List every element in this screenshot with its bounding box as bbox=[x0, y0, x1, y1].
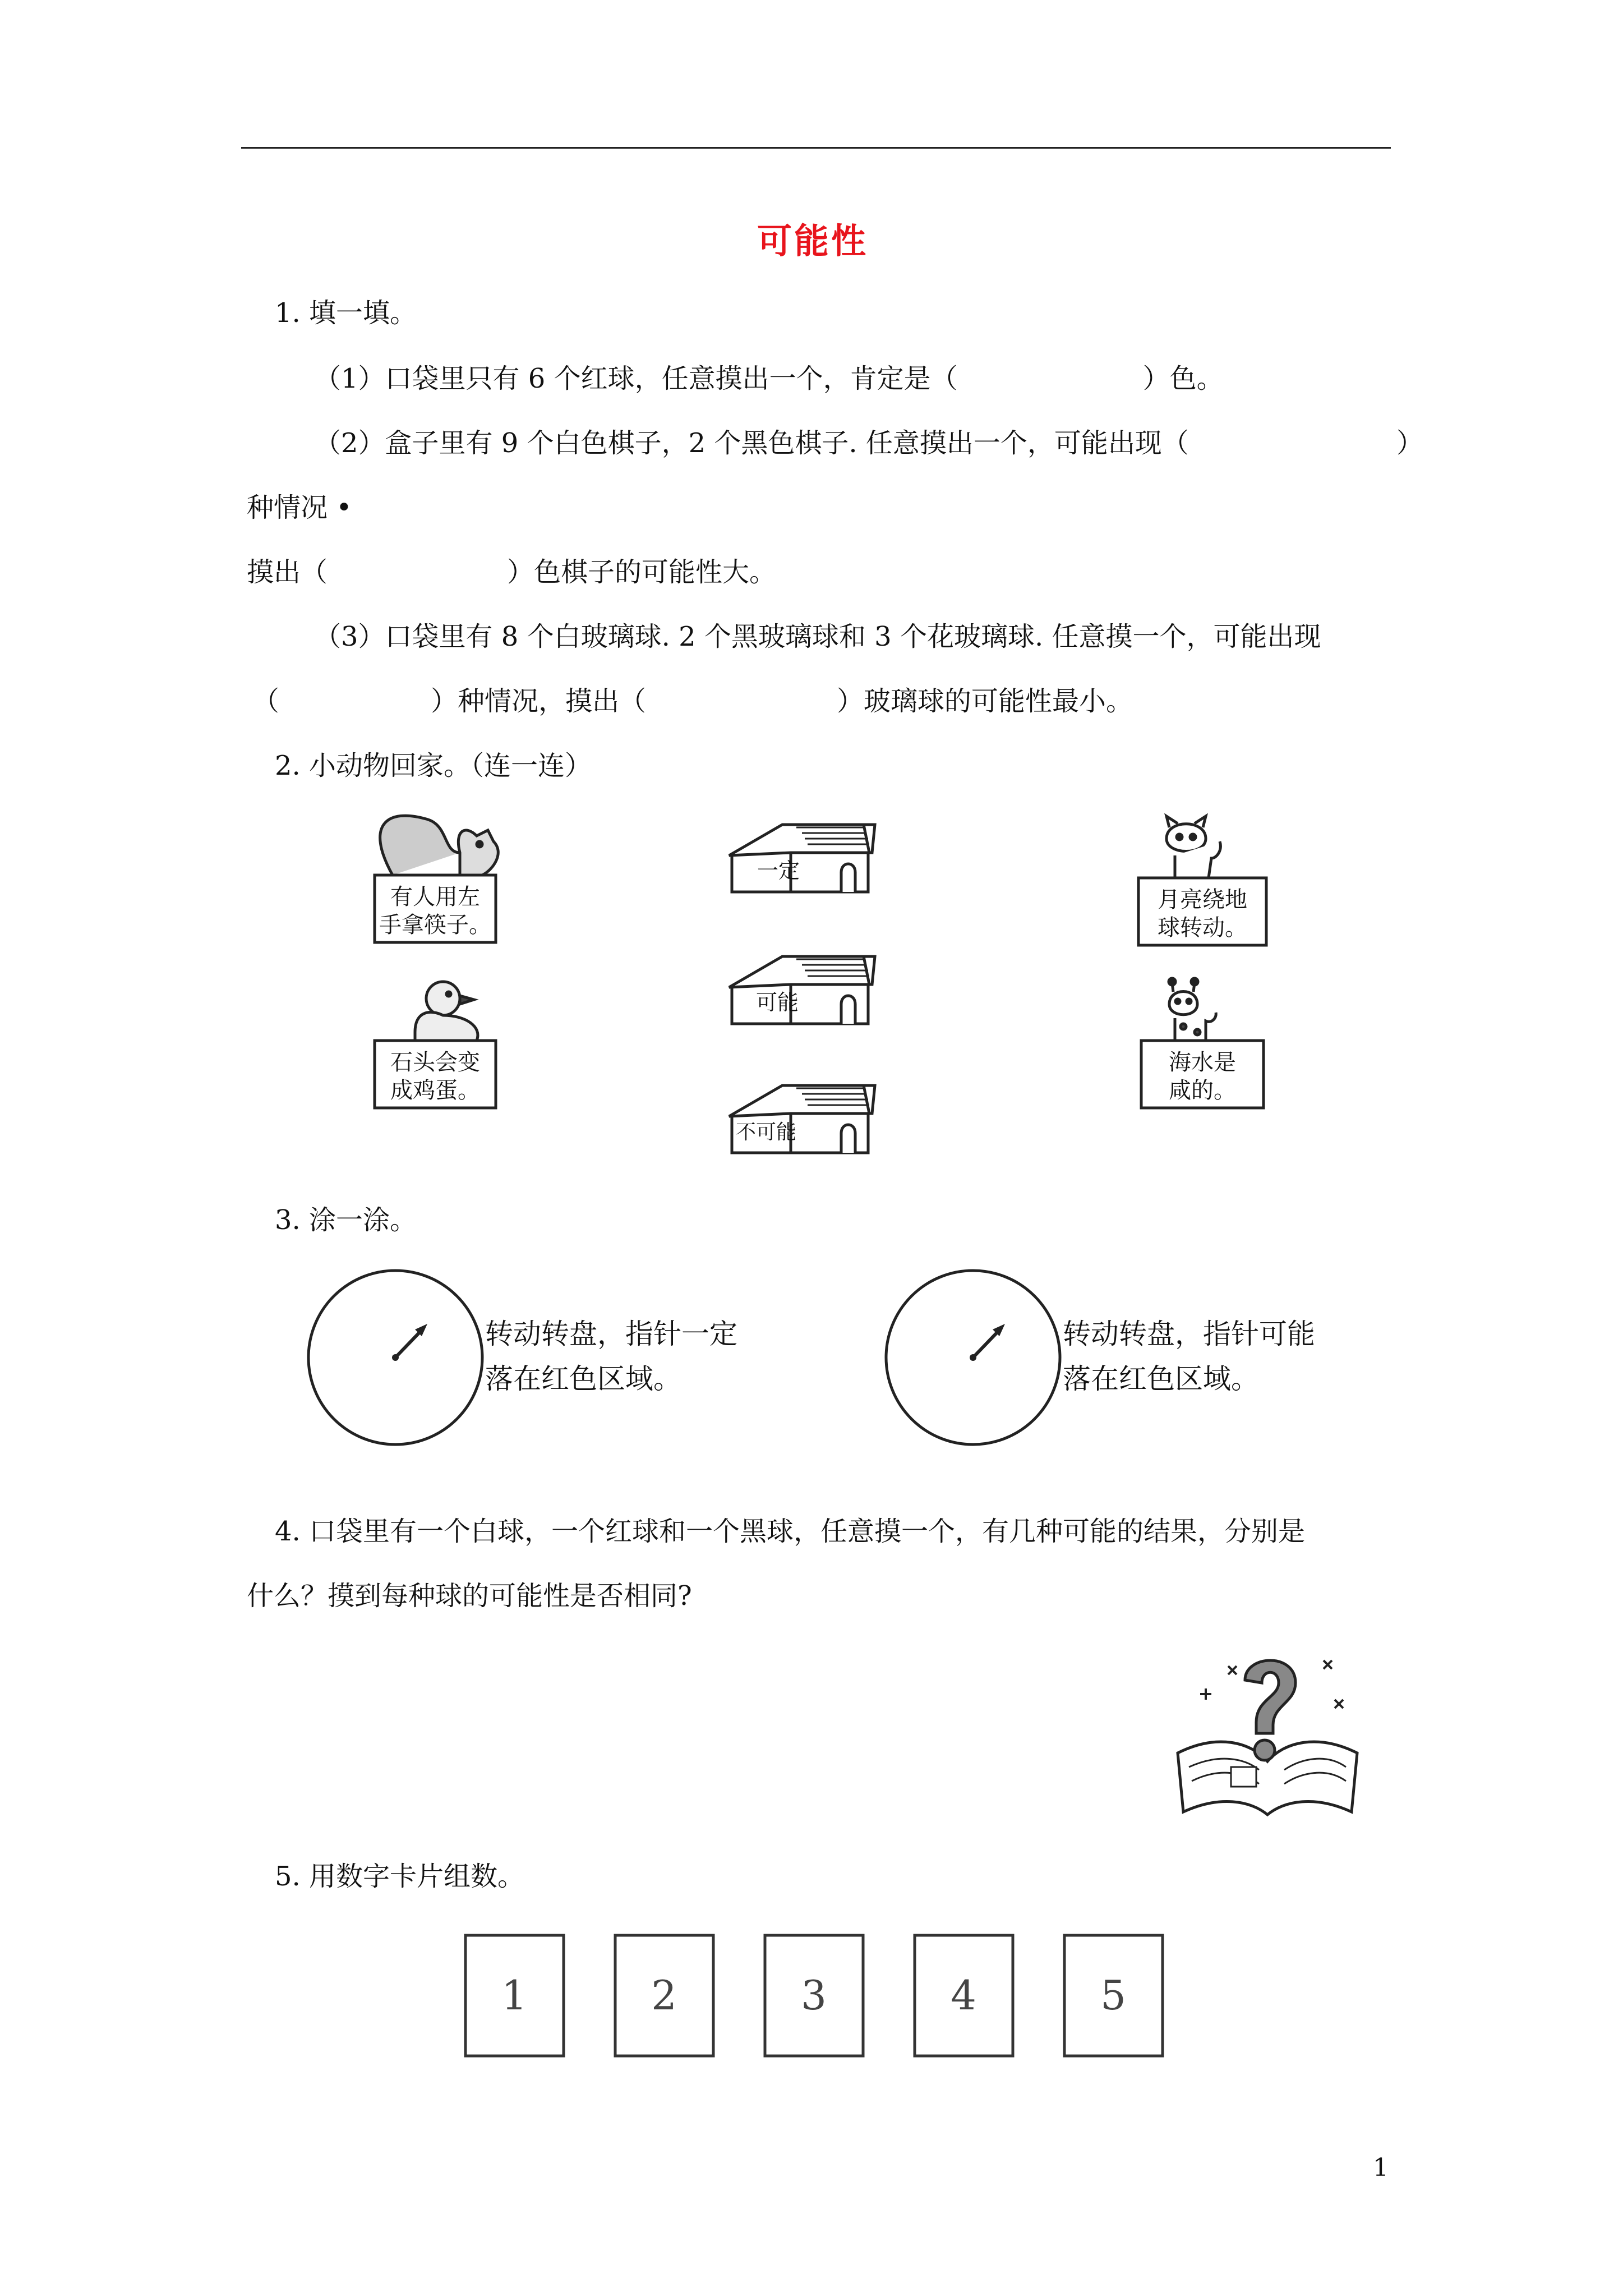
number-card-4[interactable] bbox=[915, 1935, 1013, 2056]
number-card-2[interactable] bbox=[615, 1935, 713, 2056]
left-card-1-line1: 有人用左 bbox=[390, 884, 480, 910]
right-card-2-line2: 咸的。 bbox=[1169, 1078, 1236, 1103]
page-number: 1 bbox=[1373, 2154, 1389, 2182]
q1-s2-text-d: 摸出（ bbox=[247, 556, 328, 588]
number-card-3-label: 3 bbox=[801, 1972, 827, 2019]
q1-s3-text-c: ）种情况，摸出（ bbox=[431, 685, 647, 717]
spinner-2-line2: 落在红色区域。 bbox=[1063, 1363, 1259, 1395]
q1-s3-text-a: （3）口袋里有 8 个白玻璃球. 2 个黑玻璃球和 3 个花玻璃球. 任意摸一个，可能出现 bbox=[314, 621, 1321, 652]
q4-line1: 4. 口袋里有一个白球，一个红球和一个黑球，任意摸一个，有几种可能的结果，分别是 bbox=[275, 1516, 1306, 1547]
house-icon-2[interactable] bbox=[729, 956, 875, 1024]
number-cards bbox=[449, 1924, 1178, 2070]
page-title: 可能性 bbox=[757, 220, 869, 261]
number-card-2-label: 2 bbox=[651, 1972, 677, 2019]
house-label-2: 可能 bbox=[756, 990, 799, 1015]
number-card-1-label: 1 bbox=[501, 1972, 527, 2019]
house-icon-1[interactable] bbox=[729, 825, 875, 892]
giraffe-icon bbox=[1169, 978, 1216, 1041]
q1-s2-text-c: 种情况 • bbox=[247, 492, 352, 523]
q1-s1-text-a: （1）口袋里只有 6 个红球，任意摸出一个，肯定是（ bbox=[314, 363, 958, 394]
left-card-2-line1: 石头会变 bbox=[390, 1050, 480, 1075]
q1-s1-text-b: ）色。 bbox=[1142, 363, 1224, 394]
house-label-3: 不可能 bbox=[736, 1121, 797, 1144]
number-card-4-label: 4 bbox=[951, 1972, 976, 2019]
spinner-1-line1: 转动转盘，指针一定 bbox=[485, 1318, 737, 1350]
q1-s3-text-b: （ bbox=[252, 685, 280, 717]
left-card-2-line2: 成鸡蛋。 bbox=[390, 1078, 480, 1103]
q3-heading: 3. 涂一涂。 bbox=[275, 1204, 417, 1236]
number-card-5[interactable] bbox=[1064, 1935, 1163, 2056]
right-card-1-line1: 月亮绕地 bbox=[1158, 887, 1247, 913]
duck-icon bbox=[415, 982, 478, 1041]
spinner-1-line2: 落在红色区域。 bbox=[485, 1363, 681, 1395]
spinner-2-line1: 转动转盘，指针可能 bbox=[1063, 1318, 1315, 1350]
q1-s2-text-b: ） bbox=[1396, 427, 1423, 459]
right-card-1-line2: 球转动。 bbox=[1158, 915, 1247, 941]
house-label-1: 一定 bbox=[757, 858, 800, 883]
q2-heading: 2. 小动物回家。（连一连） bbox=[275, 750, 592, 781]
q1-s2-text-a: （2）盒子里有 9 个白色棋子，2 个黑色棋子. 任意摸出一个，可能出现（ bbox=[314, 427, 1189, 459]
question-book-icon bbox=[1166, 1627, 1368, 1840]
squirrel-icon bbox=[380, 816, 499, 875]
number-card-3[interactable] bbox=[765, 1935, 863, 2056]
number-card-5-label: 5 bbox=[1100, 1972, 1126, 2019]
left-card-1-line2: 手拿筷子。 bbox=[379, 912, 491, 938]
q1-heading: 1. 填一填。 bbox=[275, 297, 417, 329]
right-card-2-line1: 海水是 bbox=[1169, 1050, 1236, 1075]
spinner-1 bbox=[303, 1262, 808, 1458]
number-card-1[interactable] bbox=[465, 1935, 564, 2056]
q4-line2: 什么？摸到每种球的可能性是否相同? bbox=[247, 1580, 692, 1612]
q5-heading: 5. 用数字卡片组数。 bbox=[275, 1861, 525, 1892]
spinner-2 bbox=[878, 1262, 1382, 1458]
kitten-icon bbox=[1166, 816, 1220, 878]
q1-s2-text-e: ）色棋子的可能性大。 bbox=[507, 556, 777, 588]
q1-s3-text-d: ）玻璃球的可能性最小。 bbox=[837, 685, 1133, 717]
